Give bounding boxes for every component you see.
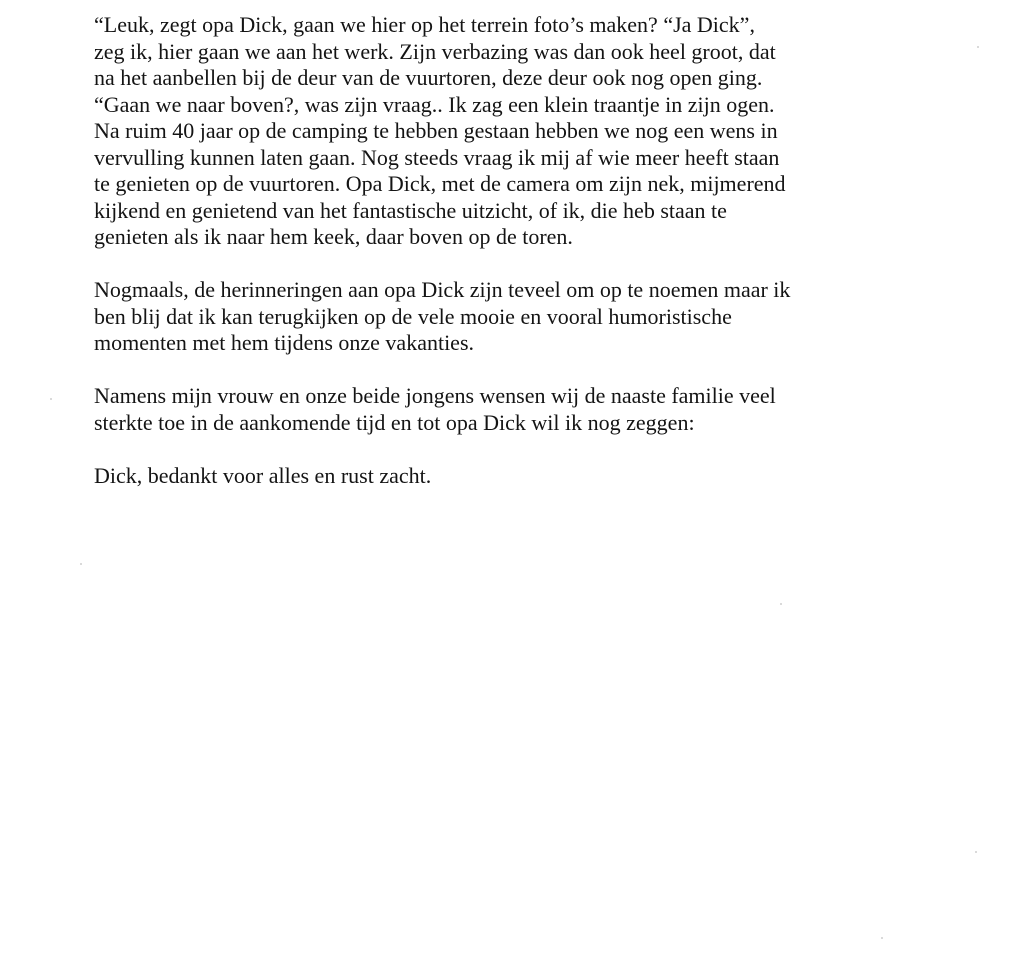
- text-line: te genieten op de vuurtoren. Opa Dick, met de camera om zijn nek, mijmerend: [94, 171, 786, 196]
- text-line: “Gaan we naar boven?, was zijn vraag.. Ik zag een klein traantje in zijn ogen.: [94, 91, 775, 117]
- text-line: zeg ik, hier gaan we aan het werk. Zijn verbazing was dan ook heel groot, dat: [94, 38, 776, 64]
- text-line: genieten als ik naar hem keek, daar boven op de toren.: [94, 224, 573, 249]
- scan-speck: [977, 46, 979, 48]
- text-line: “Leuk, zegt opa Dick, gaan we hier op het terrein foto’s maken? “Ja Dick”,: [94, 12, 755, 37]
- text-line: Namens mijn vrouw en onze beide jongens wensen wij de naaste familie veel: [94, 383, 776, 408]
- scan-speck: [881, 937, 883, 939]
- scan-speck: [80, 563, 82, 565]
- text-line: Dick, bedankt voor alles en rust zacht.: [94, 462, 432, 488]
- text-line: kijkend en genietend van het fantastische uitzicht, of ik, die heb staan te: [94, 197, 727, 223]
- text-line: Na ruim 40 jaar op de camping te hebben gestaan hebben we nog een wens in: [94, 118, 778, 143]
- text-line: momenten met hem tijdens onze vakanties.: [94, 330, 475, 355]
- paragraph-lighthouse-visit: [94, 12, 924, 251]
- paragraph-farewell: [94, 463, 924, 490]
- text-line: Nogmaals, de herinneringen aan opa Dick zijn teveel om op te noemen maar ik: [94, 277, 791, 302]
- text-line: na het aanbellen bij de deur van de vuurtoren, deze deur ook nog open ging.: [94, 65, 763, 90]
- letter-body: [94, 12, 924, 516]
- text-line: sterkte toe in de aankomende tijd en tot opa Dick wil ik nog zeggen:: [94, 409, 695, 435]
- text-line: vervulling kunnen laten gaan. Nog steeds vraag ik mij af wie meer heeft staan: [94, 144, 780, 170]
- paragraph-memories: [94, 277, 924, 357]
- scan-speck: [975, 851, 977, 853]
- scan-speck: [50, 398, 52, 400]
- text-line: ben blij dat ik kan terugkijken op de vele mooie en vooral humoristische: [94, 303, 732, 329]
- paragraph-condolences: [94, 383, 924, 436]
- scan-speck: [780, 603, 782, 605]
